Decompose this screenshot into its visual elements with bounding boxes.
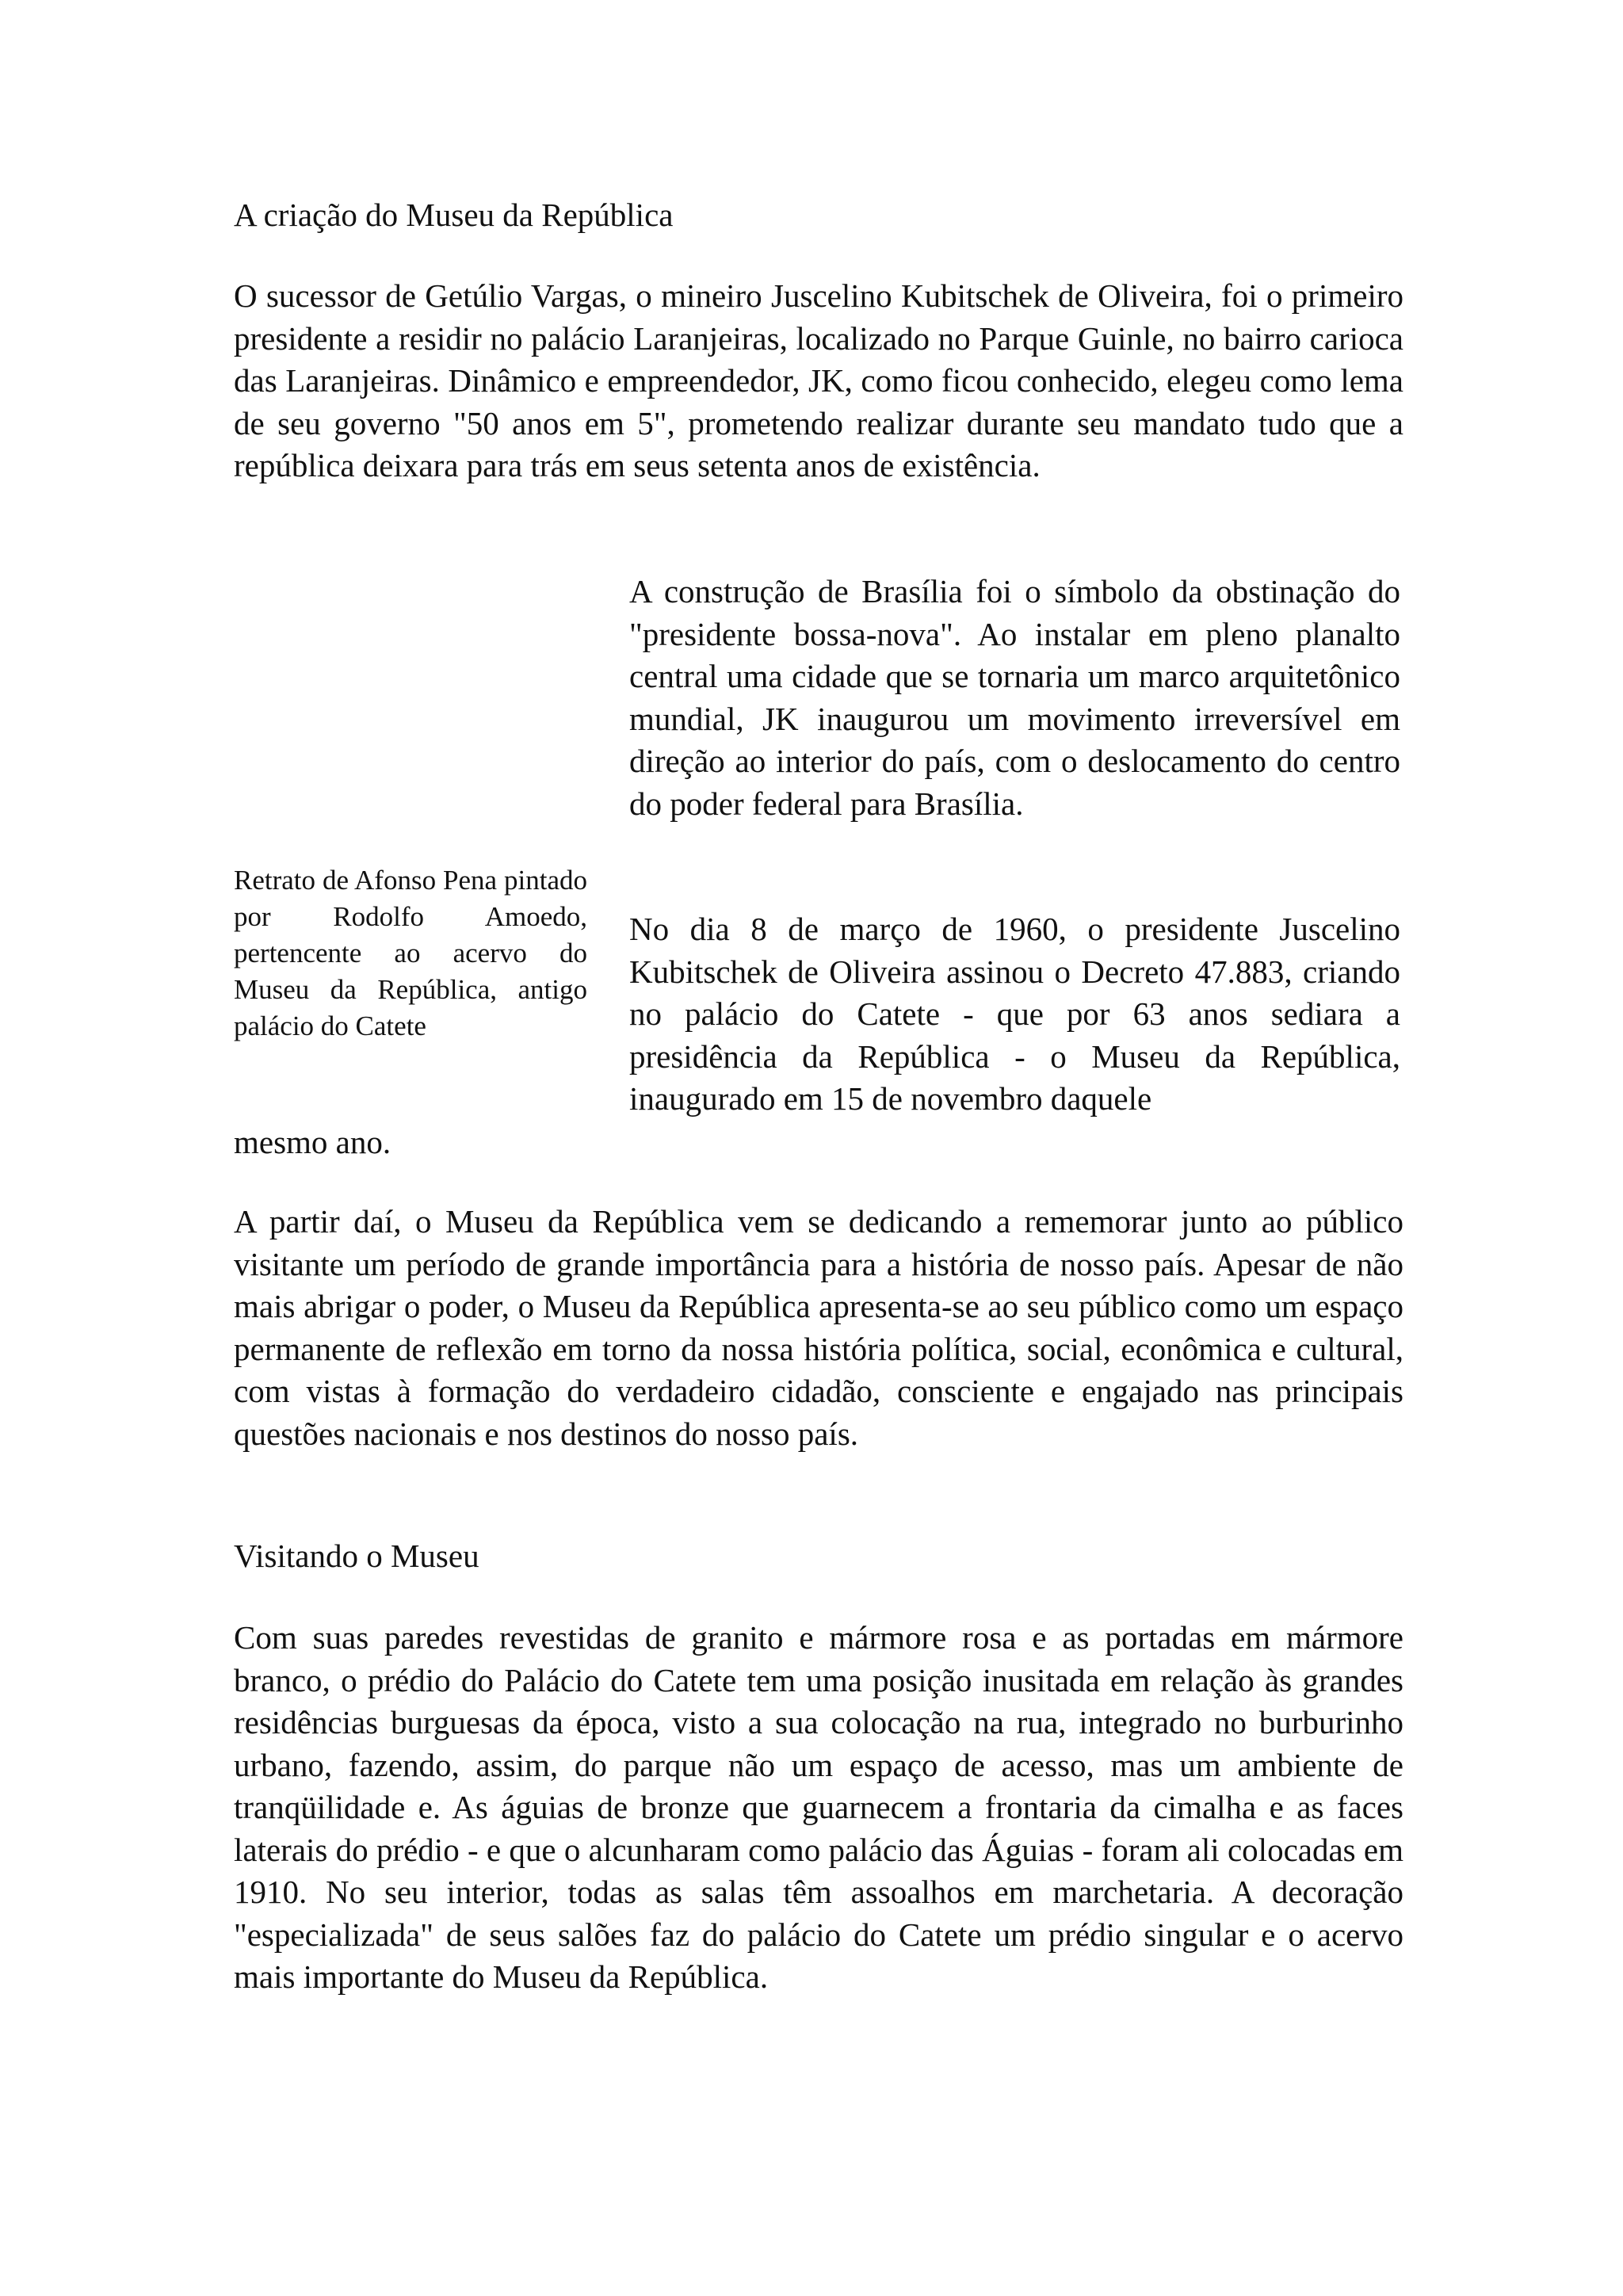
- paragraph-jk-presidency: O sucessor de Getúlio Vargas, o mineiro Juscelino Kubitschek de Oliveira, foi o primeiro presidente a residir no palácio Laranjeiras, localizado no Parque Guinle, no bairro carioca das Laranjeiras. Dinâmico e empreendedor, JK, como ficou conhecido, elegeu como lema de seu governo "50 anos em 5", prometendo realizar durante seu mandato tudo que a república deixara para trás em seus setenta anos de existência.: [234, 277, 1403, 483]
- section-heading-museum-creation: A criação do Museu da República: [234, 197, 674, 233]
- figure-caption: Retrato de Afonso Pena pintado por Rodolfo Amoedo, pertencente ao acervo do Museu da República, antigo palácio do Catete: [234, 865, 587, 1041]
- section-heading-visiting-museum: Visitando o Museu: [234, 1538, 479, 1574]
- paragraph-palace-description: Com suas paredes revestidas de granito e mármore rosa e as portadas em mármore branco, o prédio do Palácio do Catete tem uma posição inusitada em relação às grandes residências burguesas da época, visto a sua colocação na rua, integrado no burburinho urbano, fazendo, assim, do parque não um espaço de acesso, mas um ambiente de tranqüilidade e. As águias de bronze que guarnecem a frontaria da cimalha e as faces laterais do prédio - e que o alcunharam como palácio das Águias - foram ali colocadas em 1910. No seu interior, todas as salas têm assoalhos em marchetaria. A decoração "especializada" de seus salões faz do palácio do Catete um prédio singular e o acervo mais importante do Museu da República.: [234, 1619, 1403, 1995]
- paragraph-museum-decree: No dia 8 de março de 1960, o presidente Juscelino Kubitschek de Oliveira assinou o Decreto 47.883, criando no palácio do Catete - que por 63 anos sediara a presidência da República - o Museu da República, inaugurado em 15 de novembro daquele: [629, 911, 1400, 1117]
- paragraph-museum-decree-continuation: mesmo ano.: [234, 1124, 391, 1160]
- paragraph-brasilia: A construção de Brasília foi o símbolo da obstinação do "presidente bossa-nova". Ao instalar em pleno planalto central uma cidade que se tornaria um marco arquitetônico mundial, JK inaugurou um movimento irreversível em direção ao interior do país, com o deslocamento do centro do poder federal para Brasília.: [629, 573, 1400, 822]
- paragraph-museum-mission: A partir daí, o Museu da República vem se dedicando a rememorar junto ao público visitante um período de grande importância para a história de nosso país. Apesar de não mais abrigar o poder, o Museu da República apresenta-se ao seu público como um espaço permanente de reflexão em torno da nossa história política, social, econômica e cultural, com vistas à formação do verdadeiro cidadão, consciente e engajado nas principais questões nacionais e nos destinos do nosso país.: [234, 1203, 1403, 1452]
